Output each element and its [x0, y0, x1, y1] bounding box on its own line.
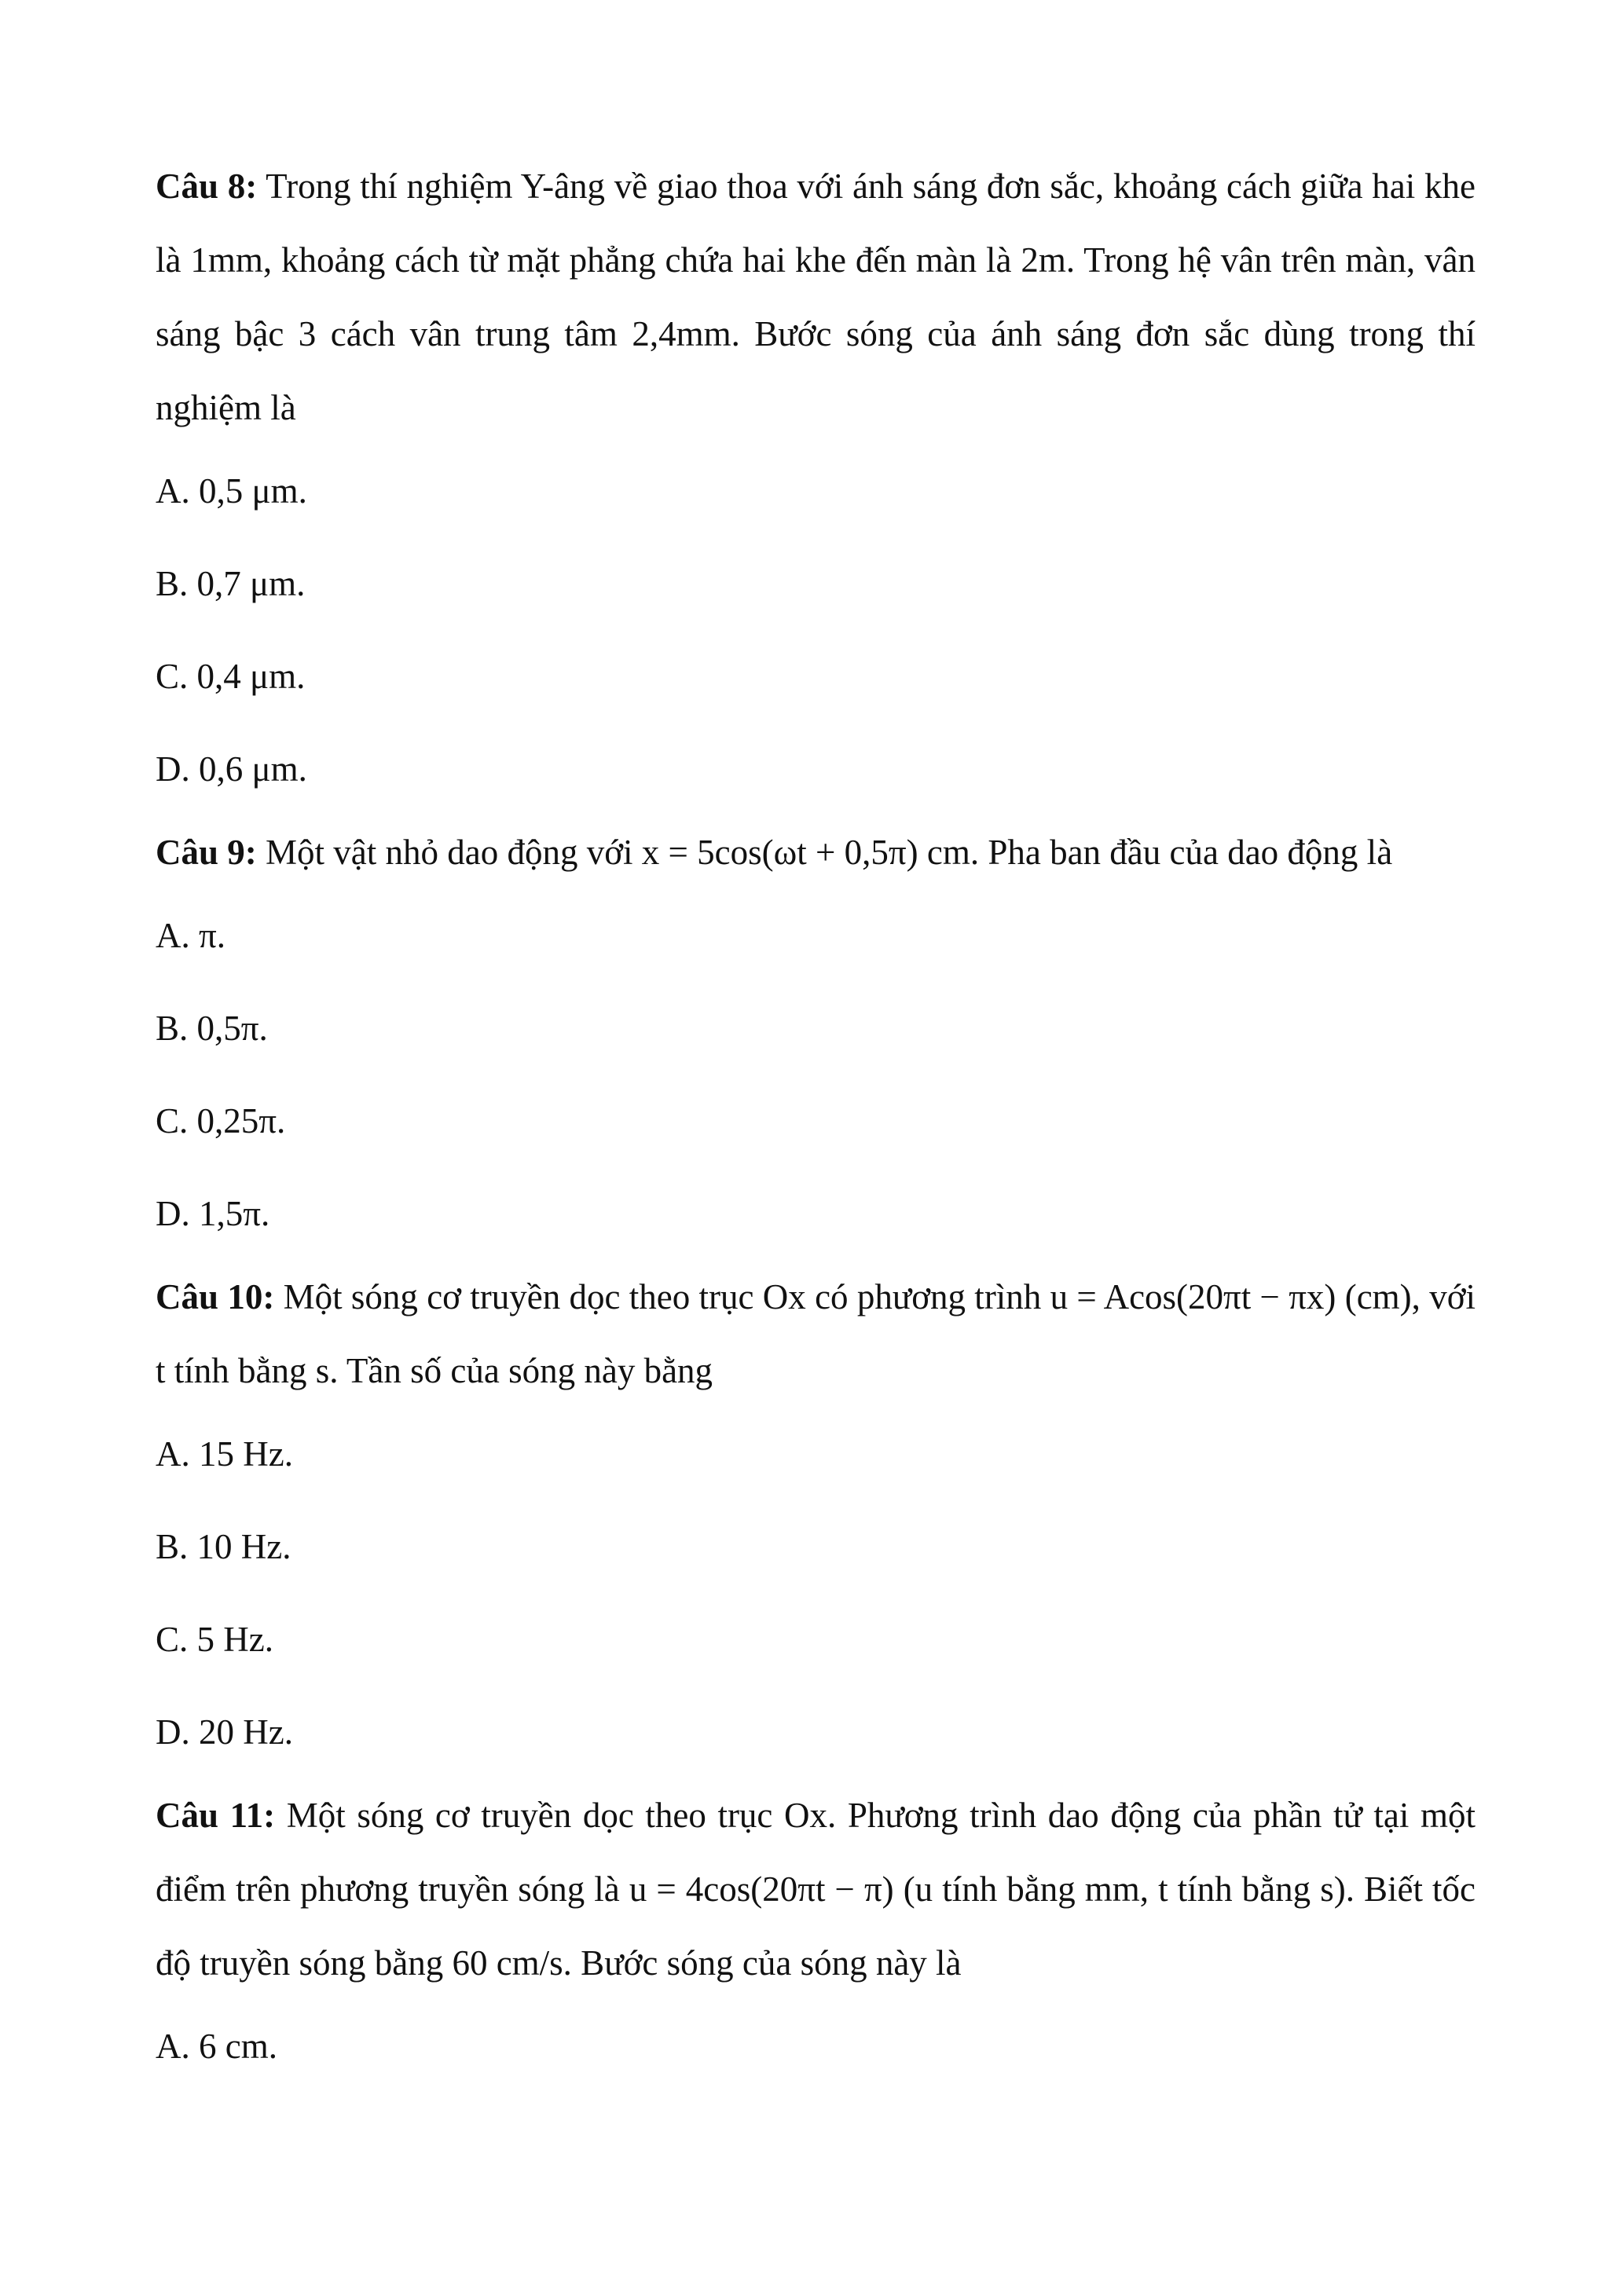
- option-b: B. 0,5π.: [156, 1009, 268, 1048]
- equation: u = Acos(20πt − πx): [1050, 1277, 1336, 1316]
- option-d: D. 20 Hz.: [156, 1712, 293, 1752]
- document-page: [156, 149, 1476, 2093]
- equation: x = 5cos(ωt + 0,5π): [641, 833, 918, 872]
- option-a: A. 0,5 μm.: [156, 471, 307, 511]
- option-a: A. π.: [156, 916, 225, 955]
- option-c: C. 5 Hz.: [156, 1620, 273, 1659]
- question-text-before: Một sóng cơ truyền dọc theo trục Ox có phương trình: [274, 1277, 1050, 1316]
- question-text-after: cm. Pha ban đầu của dao động là: [918, 833, 1393, 872]
- question-text-after: (u tính bằng mm, t tính bằng s). Biết tốc độ truyền sóng bằng 60 cm/s. Bước sóng của sóng này là: [156, 1869, 1476, 1983]
- question-stem: [156, 149, 1476, 445]
- question-text-before: Một sóng cơ truyền dọc theo trục Ox. Phương trình dao động của phần tử tại một điểm trên phương truyền sóng là: [156, 1796, 1476, 1909]
- question-text-after: (cm), với t tính bằng s. Tần số của sóng này bằng: [156, 1277, 1476, 1390]
- option-d: D. 1,5π.: [156, 1194, 270, 1233]
- option-d: D. 0,6 μm.: [156, 749, 307, 789]
- option-c: C. 0,25π.: [156, 1101, 286, 1141]
- question-11: [156, 1778, 1476, 2093]
- question-label: Câu 8:: [156, 167, 258, 206]
- question-text-before: Một vật nhỏ dao động với: [256, 833, 642, 872]
- question-label: Câu 9:: [156, 833, 257, 872]
- option-b: B. 10 Hz.: [156, 1527, 291, 1566]
- question-stem: [156, 1260, 1476, 1408]
- option-b: B. 0,7 μm.: [156, 564, 306, 603]
- option-a: A. 15 Hz.: [156, 1434, 293, 1474]
- question-8: [156, 149, 1476, 815]
- question-stem: [156, 815, 1476, 889]
- question-10: [156, 1260, 1476, 1778]
- question-label: Câu 11:: [156, 1796, 276, 1835]
- question-9: [156, 815, 1476, 1260]
- option-a: A. 6 cm.: [156, 2027, 277, 2066]
- question-stem: [156, 1778, 1476, 2000]
- question-text: Trong thí nghiệm Y-âng về giao thoa với ánh sáng đơn sắc, khoảng cách giữa hai khe là 1mm, khoảng cách từ mặt phẳng chứa hai khe đến màn là 2m. Trong hệ vân trên màn, vân sáng bậc 3 cách vân trung tâm 2,4mm. Bước sóng của ánh sáng đơn sắc dùng trong thí nghiệm là: [156, 167, 1476, 427]
- option-c: C. 0,4 μm.: [156, 657, 306, 696]
- question-label: Câu 10:: [156, 1277, 275, 1316]
- equation: u = 4cos(20πt − π): [629, 1869, 894, 1909]
